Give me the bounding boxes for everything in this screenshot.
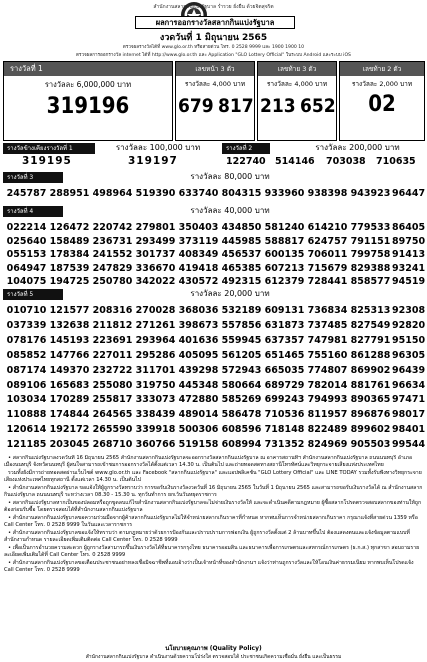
prize-number: 561205	[221, 349, 262, 361]
prize-number: 293964	[135, 334, 176, 346]
first-prize-amount: รางวัลละ 6,000,000 บาท	[44, 80, 132, 89]
front3-amount: รางวัลละ 4,000 บาท	[184, 80, 246, 88]
prize-number: 572943	[221, 364, 262, 376]
prize-number: 718148	[264, 424, 305, 436]
prize-number: 631873	[264, 319, 305, 331]
prize-number: 147766	[49, 349, 90, 361]
prize-number: 585269	[221, 394, 262, 406]
note-paragraph: • เพื่อเป็นการอำนวยความสะดวก ผู้ถูกรางวัลสามารถขึ้นเงินรางวัลได้ที่ธนาคารกรุงไทย ธนาคารออมสิน และธนาคารเพื่อการเกษตรและสหกรณ์การเกษตร (ธ.ก.ส.) ทุกสาขา สอบถามรายละเอียดเพิ่มเติมได้ที่ Call Center โทร. 0 2528 9999	[4, 545, 420, 558]
prize-number: 271261	[135, 319, 176, 331]
prize-number: 010710	[6, 305, 47, 316]
prize-number: 791151	[350, 235, 391, 247]
second-prize-number-2: 514146	[275, 156, 315, 167]
prize-number: 350403	[178, 222, 219, 233]
prize-number: 232722	[92, 364, 133, 376]
prize-number: 608994	[221, 439, 262, 451]
policy-title: นโยบายคุณภาพ (Quality Policy)	[165, 645, 262, 652]
prize-number: 822489	[307, 424, 348, 436]
policy-text: สำนักงานสลากกินแบ่งรัฐบาล ดำเนินงานด้วยความโปร่งใส ตรวจสอบได้ ประชาชนเกิดความเชื่อมั่น ยั่งยืน และเป็นธรรม	[85, 654, 342, 660]
prize-number: 132638	[49, 319, 90, 331]
prize-number: 794993	[307, 394, 348, 406]
draw-date: งวดวันที่ 1 มิถุนายน 2565	[159, 33, 268, 43]
prize-number: 869902	[350, 364, 391, 376]
second-prize-amount: รางวัลละ 200,000 บาท	[315, 143, 400, 152]
prize-number: 178384	[49, 249, 90, 260]
back2-box	[339, 61, 425, 141]
prize-number: 120614	[6, 424, 47, 436]
prize-number: 580664	[221, 379, 262, 391]
prize-number: 829388	[350, 262, 391, 274]
note-paragraph: • สลากกินแบ่งรัฐบาลหากเป็นของปลอมหรือถูกขูดลบแก้ไขสำนักงานสลากกินแบ่งรัฐบาลจะไม่จ่ายเงินรางวัลให้ และจะดำเนินคดีตามกฎหมาย ผู้ซื้อสลากโปรดตรวจสอบสลากของท่านให้ถูกต้องก่อนรับซื้อ โดยตรวจสอบได้ที่สำนักงานสลากกินแบ่งรัฐบาล	[4, 500, 422, 513]
prize-number: 938398	[307, 188, 348, 199]
prize-number: 500306	[178, 424, 219, 436]
first-prize-box	[3, 61, 173, 141]
prize-number: 899602	[350, 424, 391, 436]
fifth-prize-row	[0, 378, 427, 393]
front3-box	[175, 61, 255, 141]
prize-number: 336670	[135, 262, 176, 274]
prize-number: 368036	[178, 305, 219, 316]
prize-number: 600135	[264, 249, 305, 260]
prize-number: 774807	[307, 364, 348, 376]
notes-section	[4, 455, 423, 643]
prize-number: 319750	[135, 379, 176, 391]
prize-number: 022214	[6, 222, 47, 233]
prize-number: 408349	[178, 249, 219, 260]
prize-number: 227011	[92, 349, 133, 361]
prize-number: 405095	[178, 349, 219, 361]
prize-number: 96634	[392, 379, 426, 391]
contact-line-1: ตรวจผลรางวัลได้ที่ www.glo.or.th หรือสายด่วน โทร. 0 2528 9999 และ 1900 1900 10	[122, 45, 305, 50]
near-first-label: รางวัลข้างเคียงรางวัลที่ 1	[3, 143, 95, 154]
prize-number: 398673	[178, 319, 219, 331]
prize-number: 608596	[221, 424, 262, 436]
prize-number: 91413	[392, 249, 426, 260]
note-paragraph: • สำนักงานสลากกินแบ่งรัฐบาลขอเตือนประชาชนอย่าหลงเชื่อมิจฉาชีพที่แอบอ้างว่าเป็นเจ้าหน้าที่ของสำนักงานฯ แจ้งว่าท่านถูกรางวัลและให้โอนเงินค่าธรรมเนียม หากพบเห็นโปรดแจ้ง Call Center โทร. 0 2528 9999	[4, 560, 414, 573]
prize-number: 087174	[6, 364, 47, 376]
prize-number: 445348	[178, 379, 219, 391]
back3-number-1: 213	[260, 95, 296, 117]
prize-number: 588817	[264, 235, 305, 247]
prize-number: 265590	[92, 424, 133, 436]
second-prize-label: รางวัลที่ 2	[222, 143, 270, 154]
prize-number: 165683	[49, 379, 90, 391]
prize-number: 401636	[178, 334, 219, 346]
prize-number: 557856	[221, 319, 262, 331]
prize-number: 858577	[350, 276, 391, 287]
prize-number: 223691	[92, 334, 133, 346]
prize-number: 187539	[49, 262, 90, 274]
back2-amount: รางวัลละ 2,000 บาท	[351, 80, 413, 88]
prize-number: 121577	[49, 305, 90, 316]
prize-number: 896876	[350, 409, 391, 421]
prize-number: 92820	[392, 319, 426, 331]
back2-number: 02	[368, 92, 396, 117]
prize-number: 825313	[350, 305, 391, 316]
prize-number: 025640	[6, 235, 47, 247]
prize-number: 532189	[221, 305, 262, 316]
prize-number: 498964	[92, 188, 133, 199]
prize-number: 782014	[307, 379, 348, 391]
back3-amount: รางวัลละ 4,000 บาท	[266, 80, 328, 88]
prize-number: 288951	[49, 188, 90, 199]
prize-number: 99544	[392, 439, 426, 451]
page-title: ผลการออกรางวัลสลากกินแบ่งรัฐบาล	[155, 18, 275, 27]
prize-number: 203045	[49, 439, 90, 451]
prize-number: 255080	[92, 379, 133, 391]
fourth-prize-label: รางวัลที่ 4	[3, 206, 63, 217]
prize-number: 245787	[6, 188, 47, 199]
near-first-amount: รางวัลละ 100,000 บาท	[115, 143, 201, 152]
prize-number: 211812	[92, 319, 133, 331]
prize-number: 637357	[264, 334, 305, 346]
back3-box	[257, 61, 337, 141]
prize-number: 339918	[135, 424, 176, 436]
fifth-prize-row	[0, 407, 427, 422]
note-paragraph: • สำนักงานสลากกินแบ่งรัฐบาลขอแจ้งให้ทราบว่า ตามกฎหมายว่าด้วยการป้องกันและปราบปรามการฟอกเงิน ผู้ถูกรางวัลตั้งแต่ 2 ล้านบาทขึ้นไป ต้องแสดงตนและแจ้งข้อมูลตามแบบที่สำนักงานกำหนด รายละเอียดเพิ่มเติมติดต่อ Call Center โทร. 0 2528 9999	[4, 530, 410, 543]
prize-number: 338439	[135, 409, 176, 421]
prize-number: 126472	[49, 222, 90, 233]
prize-number: 824969	[307, 439, 348, 451]
prize-number: 731352	[264, 439, 305, 451]
prize-number: 861288	[350, 349, 391, 361]
third-prize-label: รางวัลที่ 3	[3, 172, 63, 183]
prize-number: 93241	[392, 262, 426, 274]
prize-number: 737485	[307, 319, 348, 331]
prize-number: 755160	[307, 349, 348, 361]
prize-number: 170289	[49, 394, 90, 406]
prize-number: 268710	[92, 439, 133, 451]
prize-number: 037339	[6, 319, 47, 331]
fifth-prize-amount: รางวัลละ 20,000 บาท	[190, 289, 270, 298]
prize-number: 890365	[350, 394, 391, 406]
prize-number: 311701	[135, 364, 176, 376]
prize-number: 609131	[264, 305, 305, 316]
prize-number: 905503	[350, 439, 391, 451]
prize-number: 779533	[350, 222, 391, 233]
prize-number: 96305	[392, 349, 426, 361]
prize-number: 624757	[307, 235, 348, 247]
prize-number: 360766	[135, 439, 176, 451]
prize-number: 519390	[135, 188, 176, 199]
prize-number: 208316	[92, 305, 133, 316]
prize-number: 559945	[221, 334, 262, 346]
second-prize-number-4: 710635	[376, 156, 416, 167]
first-prize-number: 319196	[46, 94, 130, 119]
fifth-prize-row	[0, 303, 427, 318]
prize-number: 078176	[6, 334, 47, 346]
prize-number: 98401	[392, 424, 426, 436]
back3-number-2: 652	[300, 95, 336, 117]
note-paragraph: • สำนักงานสลากกินแบ่งรัฐบาลขอความร่วมมือจากผู้ค้าสลากกินแบ่งรัฐบาลไม่ให้จำหน่ายสลากเกินราคาที่กำหนด หากพบเห็นการจำหน่ายสลากเกินราคา กรุณาแจ้งที่สายด่วน 1359 หรือ Call Center โทร. 0 2528 9999 ในวันและเวลาราชการ	[4, 515, 418, 528]
prize-number: 194725	[49, 276, 90, 287]
prize-number: 419418	[178, 262, 219, 274]
prize-number: 456537	[221, 249, 262, 260]
prize-number: 943923	[350, 188, 391, 199]
third-prize-amount: รางวัลละ 80,000 บาท	[190, 172, 270, 181]
prize-number: 434850	[221, 222, 262, 233]
prize-number: 089106	[6, 379, 47, 391]
back2-label: เลขท้าย 2 ตัว	[340, 62, 424, 76]
prize-number: 710536	[264, 409, 305, 421]
fifth-prize-row	[0, 422, 427, 437]
prize-number: 827791	[350, 334, 391, 346]
prize-number: 104075	[6, 276, 47, 287]
prize-number: 301737	[135, 249, 176, 260]
fifth-prize-row	[0, 318, 427, 333]
prize-number: 651465	[264, 349, 305, 361]
prize-number: 149370	[49, 364, 90, 376]
note-paragraph: รวมทั้งยังมีการถ่ายทอดสดผ่านเว็บไซต์ www.glo.or.th และ Facebook "สลากกินแบ่งรัฐบาล" และแอปพลิเคชัน "GLO Lottery Official" และ LINE TODAY รวมทั้งรับฟังทางวิทยุกระจายเสียงแห่งประเทศไทยทุกสถานี ตั้งแต่เวลา 14.30 น. เป็นต้นไป	[4, 470, 422, 483]
prize-number: 92308	[392, 305, 426, 316]
prize-number: 264565	[92, 409, 133, 421]
prize-number: 064947	[6, 262, 47, 274]
note-paragraph: • สำนักงานสลากกินแบ่งรัฐบาล ขอแจ้งให้ผู้ถูกรางวัลทราบว่า การขอรับเงินรางวัลงวดวันที่ 16 มิถุนายน 2565 ในวันที่ 1 มิถุนายน 2565 และสามารถขอรับเงินรางวัลได้ ณ สำนักงานสลากกินแบ่งรัฐบาล ถนนนนทบุรี ระหว่างเวลา 08.30 - 15.30 น. ทุกวันทำการ ยกเว้นวันหยุดราชการ	[4, 485, 423, 498]
prize-number: 439298	[178, 364, 219, 376]
prize-number: 279801	[135, 222, 176, 233]
prize-number: 736834	[307, 305, 348, 316]
prize-number: 373119	[178, 235, 219, 247]
prize-number: 96447	[392, 188, 426, 199]
prize-number: 633740	[178, 188, 219, 199]
prize-number: 333073	[135, 394, 176, 406]
header-top-text: สำนักงานสลากกินแบ่งรัฐบาล ร่ำรวย ยั่งยืน ด้วยจิตสุจริต	[153, 4, 274, 10]
prize-number: 236731	[92, 235, 133, 247]
first-prize-label: รางวัลที่ 1	[4, 62, 172, 76]
prize-number: 445985	[221, 235, 262, 247]
prize-number: 255817	[92, 394, 133, 406]
prize-number: 342022	[135, 276, 176, 287]
prize-number: 247829	[92, 262, 133, 274]
prize-number: 430572	[178, 276, 219, 287]
prize-number: 747981	[307, 334, 348, 346]
prize-number: 804315	[221, 188, 262, 199]
second-prize-number-3: 703038	[326, 156, 366, 167]
prize-number: 728441	[307, 276, 348, 287]
header-title-box	[135, 16, 295, 29]
prize-number: 607213	[264, 262, 305, 274]
prize-number: 799758	[350, 249, 391, 260]
prize-number: 103034	[6, 394, 47, 406]
second-prize-number-1: 122740	[226, 156, 266, 167]
prize-number: 220742	[92, 222, 133, 233]
fifth-prize-row	[0, 363, 427, 378]
prize-number: 933960	[264, 188, 305, 199]
prize-number: 055153	[6, 249, 47, 260]
prize-number: 581240	[264, 222, 305, 233]
prize-number: 519158	[178, 439, 219, 451]
prize-number: 492315	[221, 276, 262, 287]
prize-number: 95150	[392, 334, 426, 346]
prize-number: 706011	[307, 249, 348, 260]
prize-number: 98017	[392, 409, 426, 421]
front3-number-2: 817	[218, 95, 254, 117]
front3-label: เลขหน้า 3 ตัว	[176, 62, 254, 76]
prize-number: 465385	[221, 262, 262, 274]
note-paragraph: • สลากกินแบ่งรัฐบาลงวดวันที่ 16 มิถุนายน 2565 สำนักงานสลากกินแบ่งรัฐบาลจะออกรางวัลสลากกินแบ่งรัฐบาล ณ อาคารสถานที่ฯ สำนักงานสลากกินแบ่งรัฐบาล ถนนนนทบุรี อำเภอเมืองนนทบุรี จังหวัดนนทบุรี ผู้สนใจสามารถเข้าชมการออกรางวัลได้ตั้งแต่เวลา 14.30 น. เป็นต้นไป และถ่ายทอดสดทางสถานีโทรทัศน์และวิทยุกระจายเสียงแห่งประเทศไทย	[4, 455, 413, 468]
front3-number-1: 679	[178, 95, 214, 117]
prize-number: 715679	[307, 262, 348, 274]
fifth-prize-row	[0, 392, 427, 407]
prize-number: 586478	[221, 409, 262, 421]
prize-number: 295286	[135, 349, 176, 361]
third-prize-row	[0, 186, 427, 201]
prize-number: 145193	[49, 334, 90, 346]
near-first-number-2: 319197	[128, 155, 178, 167]
prize-number: 192172	[49, 424, 90, 436]
prize-number: 827549	[350, 319, 391, 331]
prize-number: 158489	[49, 235, 90, 247]
prize-number: 241552	[92, 249, 133, 260]
prize-number: 665035	[264, 364, 305, 376]
prize-number: 699243	[264, 394, 305, 406]
prize-number: 811957	[307, 409, 348, 421]
prize-number: 110888	[6, 409, 47, 421]
prize-number: 270028	[135, 305, 176, 316]
prize-number: 121185	[6, 439, 47, 451]
footer	[0, 643, 427, 662]
prize-number: 612379	[264, 276, 305, 287]
fifth-prize-row	[0, 437, 427, 452]
fifth-prize-row	[0, 348, 427, 363]
prize-number: 689729	[264, 379, 305, 391]
prize-number: 489014	[178, 409, 219, 421]
prize-number: 97471	[392, 394, 426, 406]
contact-line-2: ตรวจผลการออกรางวัล internet ได้ที่ http://www.glo.or.th และ Application "GLO Lottery Official" ในระบบ Android และระบบ iOS	[76, 53, 351, 58]
fifth-prize-row	[0, 333, 427, 348]
fifth-prize-label: รางวัลที่ 5	[3, 289, 63, 300]
fourth-prize-amount: รางวัลละ 40,000 บาท	[190, 206, 270, 215]
prize-number: 96439	[392, 364, 426, 376]
prize-number: 614210	[307, 222, 348, 233]
back3-label: เลขท้าย 3 ตัว	[258, 62, 336, 76]
prize-number: 085852	[6, 349, 47, 361]
prize-number: 94519	[392, 276, 426, 287]
prize-number: 472880	[178, 394, 219, 406]
prize-number: 86405	[392, 222, 426, 233]
prize-number: 89750	[392, 235, 426, 247]
near-first-number-1: 319195	[22, 155, 72, 167]
prize-number: 174844	[49, 409, 90, 421]
prize-number: 881761	[350, 379, 391, 391]
prize-number: 250780	[92, 276, 133, 287]
prize-number: 293499	[135, 235, 176, 247]
